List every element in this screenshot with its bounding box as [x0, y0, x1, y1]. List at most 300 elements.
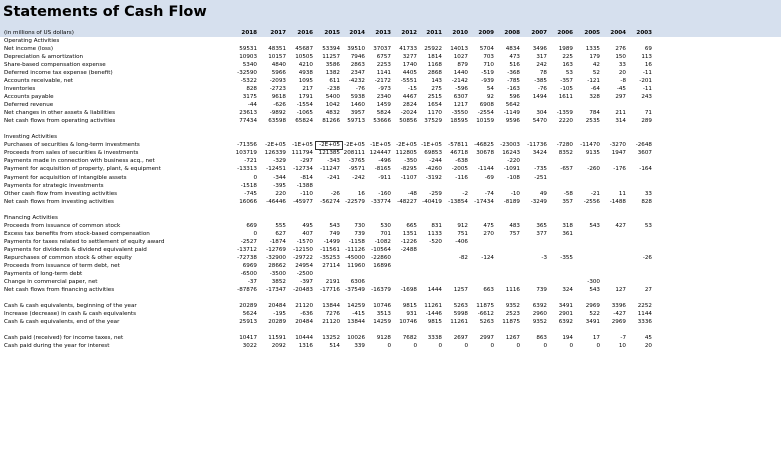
table-cell[interactable]: 1267 [505, 335, 520, 342]
table-cell[interactable]: 10159 [476, 118, 494, 125]
table-cell[interactable]: 275 [431, 86, 442, 93]
table-cell[interactable]: 65824 [295, 118, 313, 125]
year-header-cell[interactable]: 2007 [531, 30, 547, 36]
table-cell[interactable]: -11470 [580, 142, 600, 149]
table-cell[interactable]: 669 [246, 222, 257, 229]
table-cell[interactable] [365, 182, 391, 190]
table-cell[interactable]: -343 [327, 158, 340, 165]
table-cell[interactable]: -15 [407, 86, 417, 93]
table-cell[interactable]: -3249 [530, 198, 547, 205]
row-label[interactable]: Increase (decrease) in cash & cash equivalents [4, 311, 137, 318]
table-cell[interactable]: 739 [354, 230, 365, 237]
table-cell[interactable]: -87876 [237, 286, 257, 293]
table-cell[interactable]: -368 [507, 70, 520, 77]
table-cell[interactable]: -406 [455, 238, 468, 245]
table-cell[interactable]: -329 [273, 158, 286, 165]
table-cell[interactable]: 16066 [239, 198, 257, 205]
table-cell[interactable]: 1351 [402, 230, 417, 237]
table-cell[interactable]: -911 [378, 174, 391, 181]
table-cell[interactable] [468, 182, 494, 190]
table-cell[interactable]: 113 [641, 54, 652, 61]
table-cell[interactable]: 49 [539, 190, 547, 197]
table-cell[interactable]: 81266 [322, 118, 340, 125]
table-cell[interactable]: 13844 [347, 319, 365, 326]
table-cell[interactable]: -350 [404, 158, 417, 165]
table-cell[interactable]: 749 [329, 230, 340, 237]
table-cell[interactable]: 365 [536, 222, 547, 229]
table-cell[interactable]: 2697 [453, 335, 468, 342]
table-cell[interactable]: -8295 [400, 166, 417, 173]
table-cell[interactable]: -1446 [425, 311, 442, 318]
year-header-cell[interactable]: 2012 [401, 30, 417, 36]
table-cell[interactable]: 50856 [399, 118, 417, 125]
table-cell[interactable] [547, 278, 573, 286]
table-cell[interactable]: 2191 [325, 278, 340, 285]
table-cell[interactable]: -745 [244, 190, 257, 197]
table-cell[interactable]: -636 [300, 311, 313, 318]
table-cell[interactable]: 52 [592, 70, 600, 77]
table-cell[interactable]: 41733 [399, 46, 417, 53]
table-cell[interactable]: 103719 [235, 150, 257, 157]
table-cell[interactable]: 6392 [532, 302, 547, 309]
table-cell[interactable]: 2901 [558, 311, 573, 318]
table-cell[interactable] [391, 262, 417, 270]
table-cell[interactable]: -3500 [269, 270, 286, 277]
table-cell[interactable]: 5938 [350, 94, 365, 101]
table-cell[interactable]: 304 [536, 110, 547, 117]
table-cell[interactable]: -82 [458, 254, 468, 261]
table-cell[interactable]: 9352 [532, 319, 547, 326]
table-cell[interactable]: 0 [490, 343, 494, 350]
table-cell[interactable]: 11261 [424, 302, 442, 309]
year-header-cell[interactable]: 2018 [241, 30, 257, 36]
table-cell[interactable]: 4840 [271, 62, 286, 69]
table-cell[interactable] [574, 174, 600, 182]
row-label[interactable]: Net cash flows from investing activities [4, 198, 114, 205]
table-cell[interactable]: -1E+05 [370, 142, 391, 149]
table-cell[interactable]: -26 [642, 254, 652, 261]
table-cell[interactable] [626, 182, 652, 190]
table-cell[interactable]: -64 [590, 86, 600, 93]
table-cell[interactable]: -251 [534, 174, 547, 181]
table-cell[interactable]: -11247 [320, 166, 340, 173]
table-cell[interactable] [574, 270, 600, 278]
table-cell[interactable] [468, 246, 494, 254]
table-cell[interactable]: 407 [302, 230, 313, 237]
table-cell[interactable]: 16896 [373, 262, 391, 269]
table-cell[interactable]: 3586 [325, 62, 340, 69]
table-cell[interactable]: 0 [464, 343, 468, 350]
table-cell[interactable]: -57811 [448, 142, 468, 149]
row-label[interactable]: Payments for taxes related to settlement of equity award [4, 238, 165, 245]
table-cell[interactable]: 14259 [373, 319, 391, 326]
table-cell[interactable]: -45 [616, 86, 626, 93]
table-cell[interactable] [626, 246, 652, 254]
table-cell[interactable]: 39510 [347, 46, 365, 53]
row-label[interactable]: Change in commercial paper, net [4, 278, 98, 285]
table-cell[interactable]: 53666 [373, 118, 391, 125]
table-cell[interactable]: 2969 [611, 319, 626, 326]
table-cell[interactable]: 3175 [242, 94, 257, 101]
table-cell[interactable]: 289 [641, 118, 652, 125]
table-cell[interactable]: -9892 [269, 110, 286, 117]
table-cell[interactable]: 730 [354, 222, 365, 229]
table-cell[interactable]: 54 [486, 86, 494, 93]
table-cell[interactable]: 3852 [271, 278, 286, 285]
table-cell[interactable]: 3513 [376, 311, 391, 318]
table-cell[interactable]: -2E+05 [344, 142, 365, 149]
table-cell[interactable]: 2863 [350, 62, 365, 69]
table-cell[interactable]: 1947 [611, 150, 626, 157]
table-cell[interactable]: 4210 [298, 62, 313, 69]
table-cell[interactable]: 59531 [239, 46, 257, 53]
table-cell[interactable] [626, 101, 652, 109]
table-cell[interactable] [416, 278, 442, 286]
table-cell[interactable]: 751 [457, 230, 468, 237]
table-cell[interactable]: -2 [462, 190, 468, 197]
table-cell[interactable]: -23003 [500, 142, 520, 149]
table-cell[interactable]: 828 [641, 198, 652, 205]
table-cell[interactable] [468, 238, 494, 246]
table-cell[interactable] [626, 230, 652, 238]
table-cell[interactable]: 4405 [402, 70, 417, 77]
table-cell[interactable]: -300 [587, 278, 600, 285]
table-cell[interactable]: 33 [644, 190, 652, 197]
row-label[interactable]: Deferred income tax expense (benefit) [4, 70, 113, 77]
table-cell[interactable]: 931 [406, 311, 417, 318]
table-cell[interactable]: -260 [587, 166, 600, 173]
table-cell[interactable]: -48 [407, 190, 417, 197]
table-cell[interactable]: -45000 [345, 254, 365, 261]
table-cell[interactable] [494, 238, 520, 246]
table-cell[interactable]: 21120 [322, 319, 340, 326]
table-cell[interactable]: 1042 [325, 102, 340, 109]
table-cell[interactable]: -1065 [296, 110, 313, 117]
table-cell[interactable]: 112805 [395, 150, 417, 157]
table-cell[interactable] [600, 270, 626, 278]
table-cell[interactable] [494, 270, 520, 278]
table-cell[interactable]: 25913 [239, 319, 257, 326]
table-cell[interactable]: 63598 [268, 118, 286, 125]
table-cell[interactable]: -76 [537, 86, 547, 93]
table-cell[interactable]: -638 [455, 158, 468, 165]
table-cell[interactable]: 473 [509, 54, 520, 61]
table-cell[interactable] [574, 230, 600, 238]
table-cell[interactable]: 4834 [505, 46, 520, 53]
table-cell[interactable]: -17434 [474, 198, 494, 205]
table-cell[interactable]: 7946 [350, 54, 365, 61]
table-cell[interactable] [547, 238, 573, 246]
table-cell[interactable]: -3 [541, 254, 547, 261]
table-cell[interactable]: -110 [300, 190, 313, 197]
table-cell[interactable]: 10505 [295, 54, 313, 61]
table-cell[interactable]: 17 [592, 335, 600, 342]
table-cell[interactable]: -7 [620, 335, 626, 342]
table-cell[interactable]: -2005 [451, 166, 468, 173]
table-cell[interactable] [442, 270, 468, 278]
row-label[interactable]: Accounts payable [4, 94, 54, 101]
table-cell[interactable]: 5263 [479, 319, 494, 326]
table-cell[interactable] [574, 262, 600, 270]
table-cell[interactable]: -596 [455, 86, 468, 93]
table-cell[interactable]: -785 [507, 78, 520, 85]
table-cell[interactable]: 9618 [271, 94, 286, 101]
table-cell[interactable]: -2172 [374, 78, 391, 85]
table-cell[interactable] [600, 254, 626, 262]
table-cell[interactable]: 45687 [295, 46, 313, 53]
table-cell[interactable]: -1698 [400, 286, 417, 293]
table-cell[interactable]: -37 [247, 278, 257, 285]
table-cell[interactable]: -9571 [348, 166, 365, 173]
table-cell[interactable]: 3491 [585, 319, 600, 326]
table-cell[interactable]: 3396 [611, 302, 626, 309]
table-cell[interactable]: 11875 [502, 319, 520, 326]
table-cell[interactable] [416, 262, 442, 270]
table-cell[interactable]: -735 [534, 166, 547, 173]
row-label[interactable]: Cash paid during the year for interest [4, 343, 110, 350]
table-cell[interactable]: 543 [589, 286, 600, 293]
row-label[interactable]: Cash & cash equivalents, beginning of the year [4, 302, 137, 309]
table-cell[interactable]: 2960 [532, 311, 547, 318]
table-cell[interactable]: 243 [641, 94, 652, 101]
table-cell[interactable]: 220 [275, 190, 286, 197]
table-cell[interactable] [494, 182, 520, 190]
table-cell[interactable]: 9815 [427, 319, 442, 326]
table-cell[interactable]: 318 [562, 222, 573, 229]
table-cell[interactable]: -2488 [400, 246, 417, 253]
table-cell[interactable]: -20483 [293, 286, 313, 293]
table-cell[interactable]: -22579 [345, 198, 365, 205]
table-cell[interactable]: 124447 [369, 150, 391, 157]
table-cell[interactable]: -13854 [448, 198, 468, 205]
table-cell[interactable]: 276 [615, 46, 626, 53]
table-cell[interactable]: -124 [481, 254, 494, 261]
table-cell[interactable]: 0 [253, 230, 257, 237]
table-cell[interactable]: 126339 [264, 150, 286, 157]
table-cell[interactable] [626, 278, 652, 286]
table-cell[interactable]: 0 [569, 343, 573, 350]
table-cell[interactable] [600, 182, 626, 190]
table-cell[interactable]: -1144 [477, 166, 494, 173]
table-cell[interactable]: -496 [378, 158, 391, 165]
table-cell[interactable]: 69 [644, 46, 652, 53]
table-cell[interactable]: -11561 [320, 246, 340, 253]
table-cell[interactable] [494, 262, 520, 270]
table-cell[interactable]: 0 [596, 343, 600, 350]
table-cell[interactable]: -17716 [320, 286, 340, 293]
table-cell[interactable] [626, 174, 652, 182]
table-cell[interactable]: 1459 [376, 102, 391, 109]
table-cell[interactable] [600, 101, 626, 109]
table-cell[interactable]: -973 [378, 86, 391, 93]
table-cell[interactable] [574, 101, 600, 109]
table-cell[interactable]: 37037 [373, 46, 391, 53]
table-cell[interactable] [494, 278, 520, 286]
row-label[interactable]: Depreciation & amortization [4, 54, 84, 61]
table-cell[interactable] [314, 270, 340, 278]
year-header-cell[interactable]: 2016 [297, 30, 313, 36]
table-cell[interactable]: 179 [589, 54, 600, 61]
table-cell[interactable]: 48351 [268, 46, 286, 53]
table-cell[interactable]: 2969 [585, 302, 600, 309]
table-cell[interactable]: 25922 [424, 46, 442, 53]
table-cell[interactable] [468, 157, 494, 165]
row-label[interactable]: Repurchases of common stock & other equity [4, 254, 132, 261]
table-cell[interactable]: -2142 [451, 78, 468, 85]
table-cell[interactable]: -220 [507, 158, 520, 165]
table-cell[interactable]: -3270 [609, 142, 626, 149]
table-cell[interactable]: 1217 [453, 102, 468, 109]
table-cell[interactable] [521, 270, 547, 278]
row-label[interactable]: Proceeds from issuance of term debt, net [4, 262, 120, 269]
table-cell[interactable]: 1444 [427, 286, 442, 293]
table-cell[interactable]: 1335 [585, 46, 600, 53]
table-cell[interactable]: 11591 [268, 335, 286, 342]
table-cell[interactable]: -2E+05 [396, 142, 417, 149]
table-cell[interactable]: 627 [275, 230, 286, 237]
table-cell[interactable]: -11 [642, 70, 652, 77]
table-cell[interactable]: 530 [380, 222, 391, 229]
table-cell[interactable]: -1091 [503, 166, 520, 173]
table-cell[interactable] [547, 270, 573, 278]
table-cell[interactable]: -13313 [237, 166, 257, 173]
table-cell[interactable] [391, 278, 417, 286]
table-cell[interactable]: 27114 [322, 262, 340, 269]
year-header-cell[interactable]: 2010 [452, 30, 468, 36]
table-cell[interactable]: 69853 [424, 150, 442, 157]
table-cell[interactable]: -415 [352, 311, 365, 318]
table-cell[interactable] [468, 278, 494, 286]
table-cell[interactable]: -1E+05 [421, 142, 442, 149]
table-cell[interactable]: -10564 [371, 246, 391, 253]
table-cell[interactable]: 121385 [318, 150, 340, 157]
table-cell[interactable] [547, 157, 573, 165]
table-cell[interactable]: 111794 [291, 150, 313, 157]
table-cell[interactable] [391, 254, 417, 262]
row-label[interactable]: Payment for acquisition of intangible assets [4, 174, 127, 181]
table-cell[interactable] [521, 182, 547, 190]
table-cell[interactable]: 127 [615, 286, 626, 293]
table-cell[interactable]: 11257 [322, 54, 340, 61]
row-label[interactable]: Cash paid (received) for income taxes, net [4, 335, 124, 342]
table-cell[interactable]: -164 [639, 166, 652, 173]
table-cell[interactable]: -1082 [374, 238, 391, 245]
table-cell[interactable]: -35253 [320, 254, 340, 261]
table-cell[interactable]: 16 [644, 62, 652, 69]
table-cell[interactable]: 2252 [637, 302, 652, 309]
table-cell[interactable] [547, 182, 573, 190]
table-cell[interactable]: 427 [615, 222, 626, 229]
table-cell[interactable]: 10417 [239, 335, 257, 342]
table-cell[interactable]: 663 [483, 286, 494, 293]
row-label[interactable]: Payments made in connection with business acq., net [4, 158, 155, 165]
table-cell[interactable]: 3022 [242, 343, 257, 350]
row-label[interactable]: Net income (loss) [4, 46, 54, 53]
table-cell[interactable]: 71 [644, 110, 652, 117]
table-cell[interactable]: 339 [354, 343, 365, 350]
table-cell[interactable]: 11960 [347, 262, 365, 269]
table-cell[interactable]: 21120 [295, 302, 313, 309]
table-cell[interactable]: 225 [562, 54, 573, 61]
table-cell[interactable]: -1E+05 [292, 142, 313, 149]
table-cell[interactable]: 314 [615, 118, 626, 125]
table-cell[interactable] [574, 157, 600, 165]
table-cell[interactable]: 483 [509, 222, 520, 229]
table-cell[interactable]: -105 [560, 86, 573, 93]
table-cell[interactable]: 20289 [268, 319, 286, 326]
table-cell[interactable]: -1874 [269, 238, 286, 245]
table-cell[interactable]: -33774 [371, 198, 391, 205]
table-cell[interactable] [547, 101, 573, 109]
table-cell[interactable]: -814 [300, 174, 313, 181]
table-cell[interactable] [494, 254, 520, 262]
table-cell[interactable]: 5998 [453, 311, 468, 318]
table-cell[interactable]: -176 [613, 166, 626, 173]
table-cell[interactable]: 6908 [479, 102, 494, 109]
table-cell[interactable]: 6307 [453, 94, 468, 101]
table-cell[interactable]: 879 [457, 62, 468, 69]
table-cell[interactable]: -45977 [293, 198, 313, 205]
table-cell[interactable]: 11875 [476, 302, 494, 309]
table-cell[interactable]: 20484 [268, 302, 286, 309]
year-header-cell[interactable]: 2014 [349, 30, 365, 36]
row-label[interactable]: Payments for dividends & dividend equivalent paid [4, 246, 147, 253]
table-cell[interactable]: 150 [615, 54, 626, 61]
table-cell[interactable]: 2253 [376, 62, 391, 69]
table-cell[interactable]: 92 [486, 94, 494, 101]
year-header-cell[interactable]: 2006 [557, 30, 573, 36]
table-cell[interactable]: -241 [327, 174, 340, 181]
table-cell[interactable]: 784 [589, 110, 600, 117]
table-cell[interactable] [494, 246, 520, 254]
table-cell[interactable]: 665 [406, 222, 417, 229]
table-cell[interactable]: 16 [357, 190, 365, 197]
table-cell[interactable]: 24954 [295, 262, 313, 269]
table-cell[interactable]: 5642 [505, 102, 520, 109]
table-cell[interactable]: 20 [618, 70, 626, 77]
table-cell[interactable]: 1654 [427, 102, 442, 109]
table-cell[interactable]: -44 [247, 102, 257, 109]
table-cell[interactable]: 475 [483, 222, 494, 229]
row-label[interactable]: Operating Activities [4, 38, 60, 44]
table-cell[interactable]: 3338 [427, 335, 442, 342]
table-cell[interactable]: 20 [644, 343, 652, 350]
year-header-cell[interactable]: 2009 [478, 30, 494, 36]
table-cell[interactable]: -8 [620, 78, 626, 85]
table-cell[interactable]: -1226 [400, 238, 417, 245]
table-cell[interactable]: 543 [589, 222, 600, 229]
table-cell[interactable] [468, 270, 494, 278]
row-label[interactable]: Accounts receivable, net [4, 78, 73, 85]
row-label[interactable]: Net cash flows from financing activities [4, 286, 115, 293]
table-cell[interactable]: -163 [507, 86, 520, 93]
table-cell[interactable]: -116 [455, 174, 468, 181]
table-cell[interactable]: -12451 [266, 166, 286, 173]
table-cell[interactable] [416, 182, 442, 190]
table-cell[interactable]: -5551 [400, 78, 417, 85]
table-cell[interactable]: 703 [483, 54, 494, 61]
table-cell[interactable] [521, 278, 547, 286]
table-cell[interactable]: 5400 [325, 94, 340, 101]
row-label[interactable]: Purchases of securities & long-term investments [4, 142, 140, 149]
table-cell[interactable] [521, 246, 547, 254]
table-cell[interactable]: 28662 [268, 262, 286, 269]
table-cell[interactable] [416, 254, 442, 262]
table-cell[interactable]: 10157 [268, 54, 286, 61]
table-cell[interactable]: 23613 [239, 110, 257, 117]
table-cell[interactable]: -520 [429, 238, 442, 245]
year-header-cell[interactable]: 2003 [636, 30, 652, 36]
